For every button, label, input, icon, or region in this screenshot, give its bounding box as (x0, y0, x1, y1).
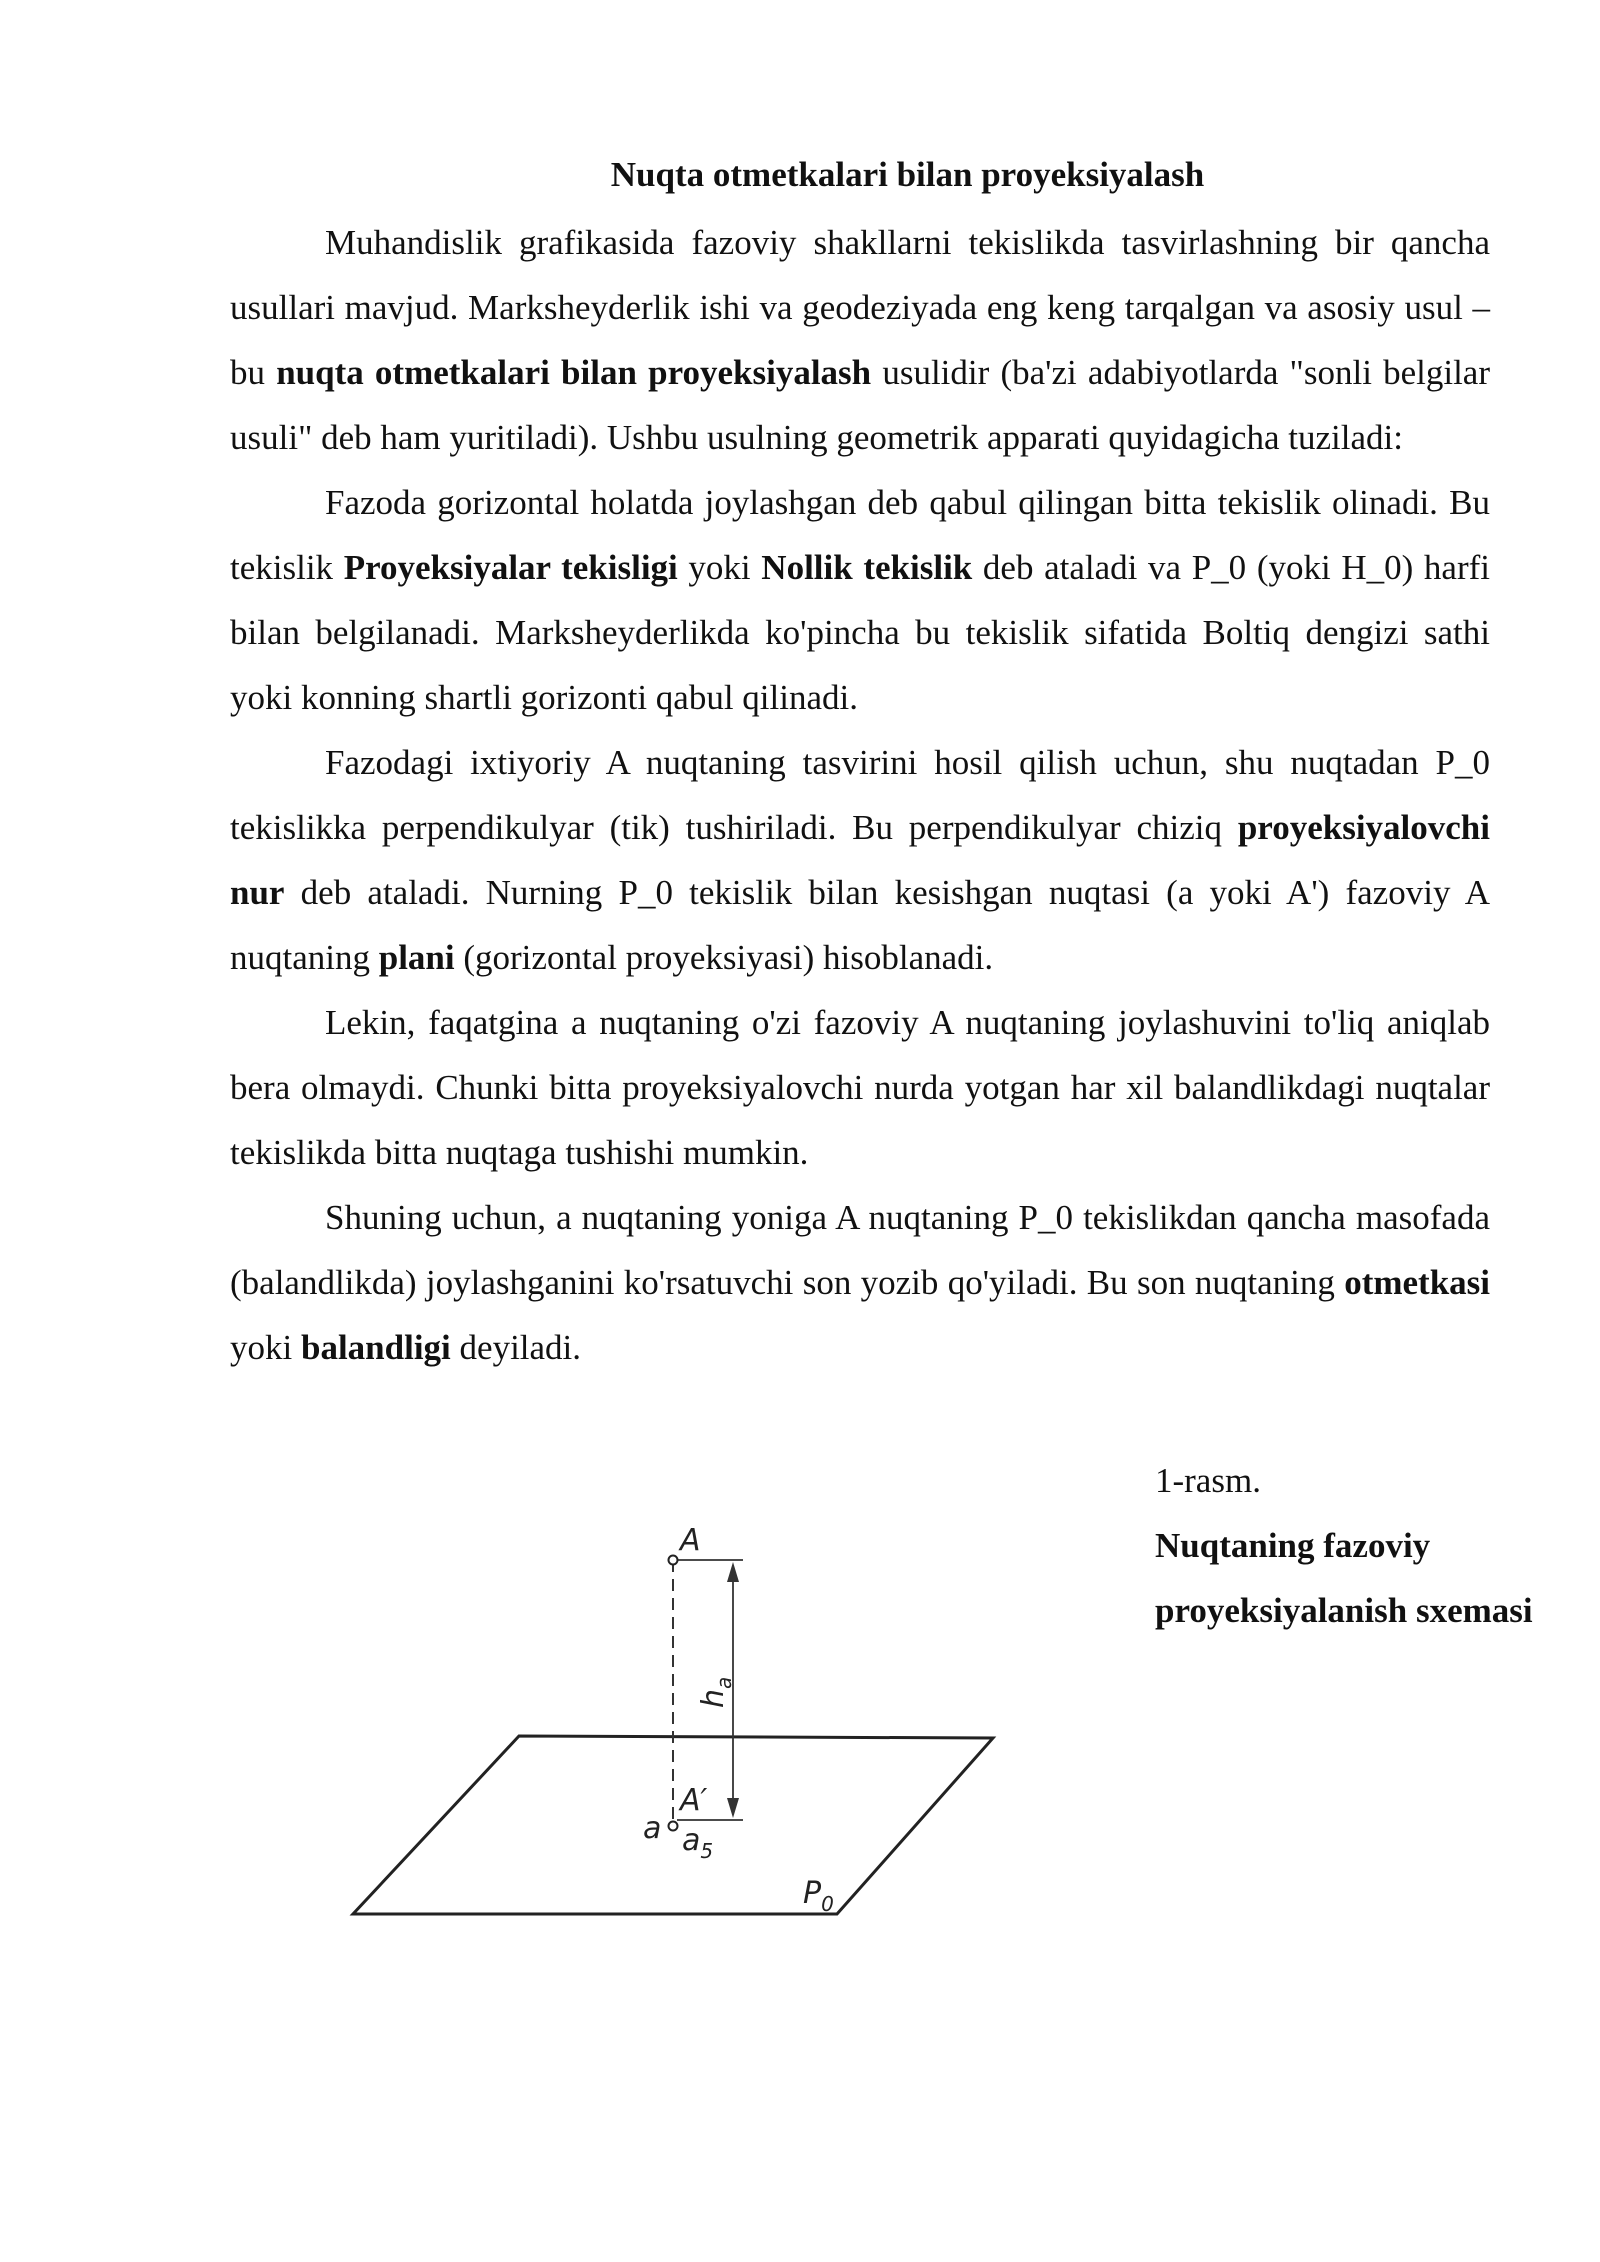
paragraph-text: usulidir (ba'zi adabiyotlarda "sonli belgilar usuli" deb ham yuritiladi). Ushbu usulning geometrik apparati quyidagicha tuziladi: (230, 353, 1490, 457)
label-A-prime: A′ (680, 1783, 708, 1818)
dimension-arrow-bottom (727, 1798, 739, 1818)
paragraph-text: Fazodagi ixtiyoriy A nuqtaning tasvirini hosil qilish uchun, shu nuqtadan P_0 tekislikka perpendikulyar (tik) tushiriladi. Bu perpendikulyar chiziq (230, 743, 1490, 847)
figure-number: 1-rasm. (1155, 1461, 1261, 1500)
dimension-arrow-top (727, 1562, 739, 1582)
paragraph-text: Fazoda gorizontal holatda joylashgan deb qabul qilingan bitta tekislik olinadi. Bu tekislik (230, 483, 1490, 587)
paragraph-text: yoki (230, 1328, 301, 1367)
paragraph-text: Shuning uchun, a nuqtaning yoniga A nuqtaning P_0 tekislikdan qancha masofada (balandlikda) joylashganini ko'rsatuvchi son yozib qo'yiladi. Bu son nuqtaning (230, 1198, 1490, 1302)
label-P0: $P_0$ (803, 1876, 834, 1916)
point-a-marker (669, 1822, 678, 1831)
label-height (696, 1677, 736, 1708)
paragraph-text: (gorizontal proyeksiyasi) hisoblanadi. (454, 938, 994, 977)
body-text (230, 210, 1490, 1380)
projection-diagram (340, 1520, 1020, 1940)
bold-term: balandligi (300, 1328, 451, 1367)
paragraph-text: yoki (677, 548, 762, 587)
figure-title: Nuqtaning fazoviy proyeksiyalanish sxemasi (1155, 1526, 1533, 1630)
bold-term: plani (378, 938, 455, 977)
bold-term: Proyeksiyalar tekisligi (343, 548, 678, 587)
paragraph-text: deb ataladi. Nurning P_0 tekislik bilan kesishgan nuqtasi (a yoki A') fazoviy A nuqtaning (230, 873, 1490, 977)
bold-term: proyeksiyalovchi nur (230, 808, 1490, 912)
paragraph-1 (230, 210, 1490, 470)
point-A-marker (669, 1556, 678, 1565)
figure-caption (1155, 1448, 1555, 1643)
paragraph-text: deyiladi. (450, 1328, 582, 1367)
bold-term: Nollik tekislik (761, 548, 973, 587)
paragraph-4 (230, 990, 1490, 1185)
label-A: A (680, 1523, 701, 1558)
paragraph-text: Lekin, faqatgina a nuqtaning o'zi fazoviy A nuqtaning joylashuvini to'liq aniqlab bera olmaydi. Chunki bitta proyeksiyalovchi nurda yotgan har xil balandlikdagi nuqtalar tekislikda bitta nuqtaga tushishi mumkin. (230, 1003, 1490, 1172)
paragraph-3 (230, 730, 1490, 990)
svg-text:ha: $h_a$ (696, 1676, 736, 1708)
paragraph-2 (230, 470, 1490, 730)
bold-term: otmetkasi (1344, 1263, 1490, 1302)
label-a5: $a_5$ (682, 1823, 714, 1863)
label-a: a (643, 1811, 662, 1846)
paragraph-5 (230, 1185, 1490, 1380)
paragraph-text: Muhandislik grafikasida fazoviy shakllarni tekislikda tasvirlashning bir qancha usullari mavjud. Marksheyderlik ishi va geodeziyada eng keng tarqalgan va asosiy usul – bu (230, 223, 1490, 392)
document-title: Nuqta otmetkalari bilan proyeksiyalash (610, 155, 1205, 194)
paragraph-text: deb ataladi va P_0 (yoki H_0) harfi bilan belgilanadi. Marksheyderlikda ko'pincha bu tekislik sifatida Boltiq dengizi sathi yoki konning shartli gorizonti qabul qilinadi. (230, 548, 1490, 717)
bold-term: nuqta otmetkalari bilan proyeksiyalash (276, 353, 872, 392)
